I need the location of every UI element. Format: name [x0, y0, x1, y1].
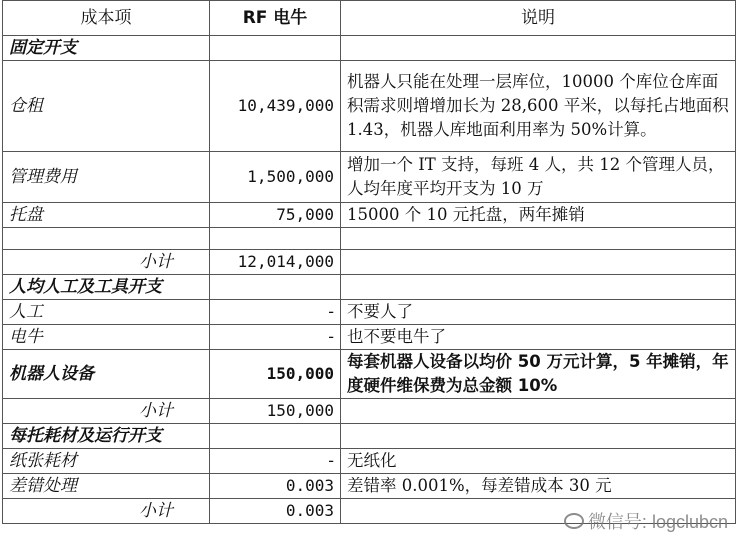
table-row — [3, 474, 736, 499]
subtotal-row — [3, 250, 736, 275]
table-row — [3, 152, 736, 203]
table-row — [3, 449, 736, 474]
row-desc: 也不要电牛了 — [341, 325, 736, 350]
row-desc: 差错率 0.001%，每差错成本 30 元 — [341, 474, 736, 499]
subtotal-row — [3, 399, 736, 424]
section-consumables — [3, 424, 736, 449]
row-desc: 每套机器人设备以均价 50 万元计算，5 年摊销，年度硬件维保费为总金额 10% — [341, 350, 736, 399]
row-desc: 机器人只能在处理一层库位，10000 个库位仓库面积需求则增增加长为 28,600 平米，以每托占地面积 1.43，机器人库地面利用率为 50%计算。 — [341, 61, 736, 152]
row-desc: 无纸化 — [341, 449, 736, 474]
header-item: 成本项 — [3, 1, 210, 36]
row-value: - — [210, 300, 341, 325]
row-label: 人工 — [3, 300, 210, 325]
wechat-logo-icon — [564, 513, 584, 529]
section-title: 固定开支 — [3, 36, 210, 61]
table-row — [3, 300, 736, 325]
row-label: 差错处理 — [3, 474, 210, 499]
subtotal-label: 小计 — [3, 499, 210, 524]
section-fixed — [3, 36, 736, 61]
section-title: 每托耗材及运行开支 — [3, 424, 210, 449]
row-label: 电牛 — [3, 325, 210, 350]
subtotal-value: 12,014,000 — [210, 250, 341, 275]
subtotal-value: 0.003 — [210, 499, 341, 524]
table-row — [3, 325, 736, 350]
table-row — [3, 61, 736, 152]
row-label: 托盘 — [3, 203, 210, 228]
row-value: 1,500,000 — [210, 152, 341, 203]
row-label: 机器人设备 — [3, 350, 210, 399]
subtotal-value: 150,000 — [210, 399, 341, 424]
row-value: - — [210, 325, 341, 350]
row-label: 管理费用 — [3, 152, 210, 203]
row-value: - — [210, 449, 341, 474]
watermark — [564, 508, 728, 534]
subtotal-label: 小计 — [3, 250, 210, 275]
blank-row — [3, 228, 736, 250]
table-row — [3, 203, 736, 228]
row-value: 0.003 — [210, 474, 341, 499]
header-rf: RF 电牛 — [210, 1, 341, 36]
cost-table — [2, 0, 736, 524]
row-value: 75,000 — [210, 203, 341, 228]
row-desc: 增加一个 IT 支持，每班 4 人，共 12 个管理人员，人均年度平均开支为 10 万 — [341, 152, 736, 203]
row-value: 10,439,000 — [210, 61, 341, 152]
header-row — [3, 1, 736, 36]
row-label: 仓租 — [3, 61, 210, 152]
row-value: 150,000 — [210, 350, 341, 399]
subtotal-label: 小计 — [3, 399, 210, 424]
row-label: 纸张耗材 — [3, 449, 210, 474]
table-row — [3, 350, 736, 399]
row-desc: 15000 个 10 元托盘，两年摊销 — [341, 203, 736, 228]
section-title: 人均人工及工具开支 — [3, 275, 210, 300]
header-desc: 说明 — [341, 1, 736, 36]
section-labor — [3, 275, 736, 300]
row-desc: 不要人了 — [341, 300, 736, 325]
watermark-text: 微信号: logclubcn — [587, 512, 728, 532]
